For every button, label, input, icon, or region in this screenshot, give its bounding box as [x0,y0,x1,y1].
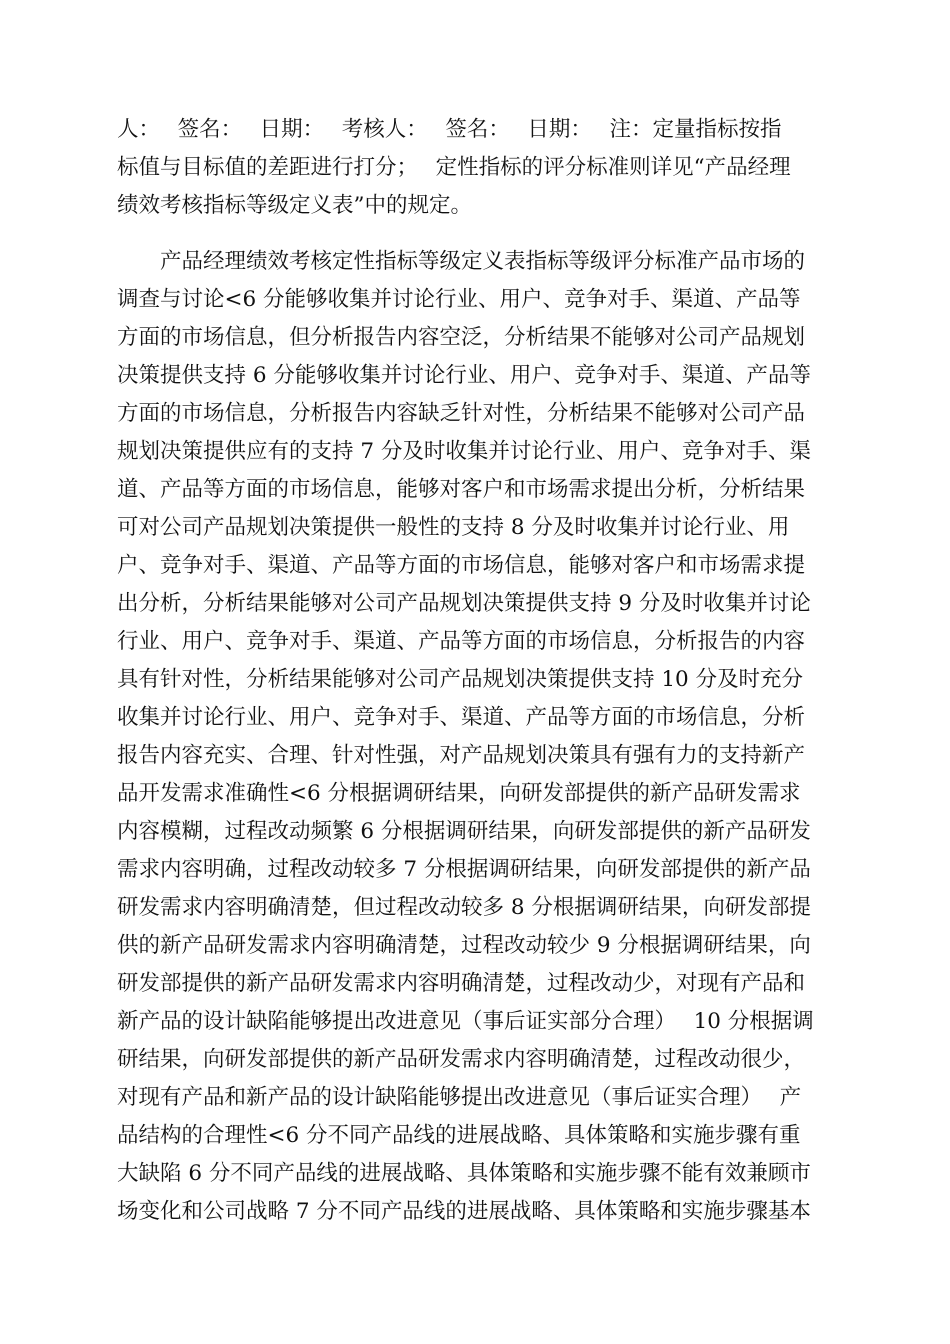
text-line: 行业、用户、竞争对手、渠道、产品等方面的市场信息，分析报告的内容 [117,629,806,654]
text-line: 出分析，分析结果能够对公司产品规划决策提供支持 9 分及时收集并讨论 [117,591,811,616]
text-line: 收集并讨论行业、用户、竞争对手、渠道、产品等方面的市场信息，分析 [117,705,806,730]
text-line: 道、产品等方面的市场信息，能够对客户和市场需求提出分析，分析结果 [117,477,806,502]
text-line: 研发部提供的新产品研发需求内容明确清楚，过程改动少，对现有产品和 [117,971,806,996]
text-line: 新产品的设计缺陷能够提出改进意见（事后证实部分合理） 10 分根据调 [117,1009,814,1034]
text-line: 绩效考核指标等级定义表”中的规定。 [117,193,472,218]
text-line: 报告内容充实、合理、针对性强，对产品规划决策具有强有力的支持新产 [117,743,806,768]
text-line: 需求内容明确，过程改动较多 7 分根据调研结果，向研发部提供的新产品 [117,857,811,882]
text-line: 规划决策提供应有的支持 7 分及时收集并讨论行业、用户、竞争对手、渠 [117,439,811,464]
text-line: 产品经理绩效考核定性指标等级定义表指标等级评分标准产品市场的 [117,249,806,274]
text-line: 标值与目标值的差距进行打分； 定性指标的评分标准则详见“产品经理 [117,155,791,180]
text-line: 供的新产品研发需求内容明确清楚，过程改动较少 9 分根据调研结果，向 [117,933,811,958]
text-line: 对现有产品和新产品的设计缺陷能够提出改进意见（事后证实合理） 产 [117,1085,802,1110]
text-line: 人： 签名： 日期： 考核人： 签名： 日期： 注：定量指标按指 [117,117,782,142]
text-line: 调查与讨论<6 分能够收集并讨论行业、用户、竞争对手、渠道、产品等 [117,287,801,312]
text-line: 品结构的合理性<6 分不同产品线的进展战略、具体策略和实施步骤有重 [117,1123,801,1148]
text-line: 品开发需求准确性<6 分根据调研结果，向研发部提供的新产品研发需求 [117,781,801,806]
text-line: 方面的市场信息，但分析报告内容空泛，分析结果不能够对公司产品规划 [117,325,806,350]
text-line: 内容模糊，过程改动频繁 6 分根据调研结果，向研发部提供的新产品研发 [117,819,811,844]
text-line: 场变化和公司战略 7 分不同产品线的进展战略、具体策略和实施步骤基本 [117,1199,811,1224]
text-line: 可对公司产品规划决策提供一般性的支持 8 分及时收集并讨论行业、用 [117,515,790,540]
text-line: 户、竞争对手、渠道、产品等方面的市场信息，能够对客户和市场需求提 [117,553,806,578]
text-line: 具有针对性，分析结果能够对公司产品规划决策提供支持 10 分及时充分 [117,667,804,692]
text-line: 方面的市场信息，分析报告内容缺乏针对性，分析结果不能够对公司产品 [117,401,806,426]
text-line: 研发需求内容明确清楚，但过程改动较多 8 分根据调研结果，向研发部提 [117,895,811,920]
text-line: 研结果，向研发部提供的新产品研发需求内容明确清楚，过程改动很少， [117,1047,806,1072]
text-line: 决策提供支持 6 分能够收集并讨论行业、用户、竞争对手、渠道、产品等 [117,363,811,388]
text-line: 大缺陷 6 分不同产品线的进展战略、具体策略和实施步骤不能有效兼顾市 [117,1161,811,1186]
